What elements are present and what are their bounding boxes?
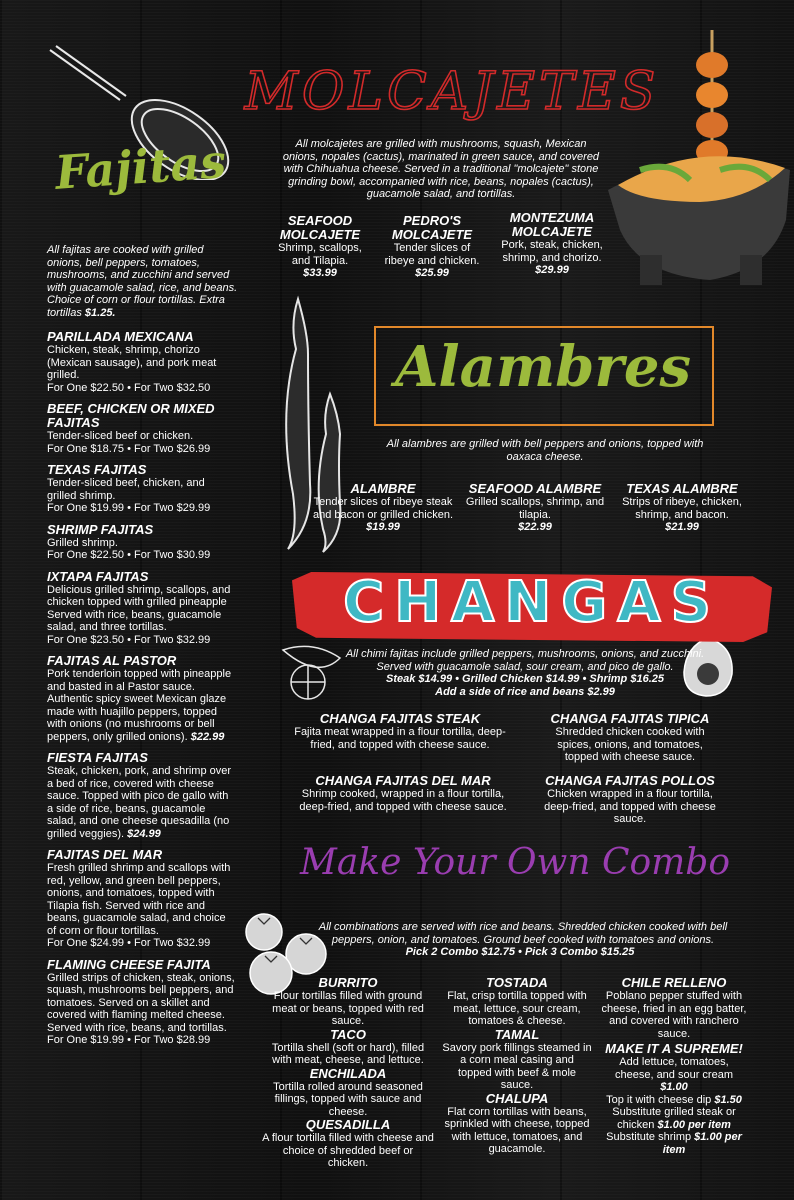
- menu-item: [272, 214, 368, 280]
- item-name: FAJITAS DEL MAR: [47, 847, 163, 862]
- item-name: ENCHILADA: [309, 1065, 387, 1081]
- fajitas-list: [47, 330, 237, 1047]
- menu-item: [312, 482, 454, 534]
- supreme-option: Top it with cheese dip: [606, 1093, 712, 1106]
- item-name: CHANGA FAJITAS STEAK: [319, 711, 481, 726]
- alambres-intro: All alambres are grilled with bell peppers and onions, topped with oaxaca cheese.: [386, 438, 704, 463]
- item-desc: Tender slices of ribeye steak and bacon or grilled chicken.: [312, 496, 454, 521]
- item-name: CHANGA FAJITAS POLLOS: [545, 773, 715, 788]
- menu-item: [47, 848, 237, 950]
- menu-item: [47, 570, 237, 647]
- item-name: SEAFOOD ALAMBRE: [468, 481, 602, 496]
- alambres-title: Alambres: [394, 334, 692, 400]
- item-price: For One $23.50 • For Two $32.99: [47, 633, 211, 646]
- item-name: TEXAS ALAMBRE: [626, 481, 738, 496]
- item-desc: Poblano pepper stuffed with cheese, fried in an egg batter, and covered with ranchero sauce.: [601, 990, 747, 1040]
- menu-item: [290, 774, 516, 813]
- item-name: ALAMBRE: [350, 481, 416, 496]
- item-desc: Shredded chicken cooked with spices, onions, and tomatoes, topped with cheese sauce.: [555, 726, 705, 763]
- menu-item: [47, 654, 237, 743]
- menu-item: [47, 523, 237, 562]
- molcajetes-intro: All molcajetes are grilled with mushrooms, squash, Mexican onions, nopales (cactus), marinated in green sauce, and covered with Chihuahua cheese. Served in a traditional "molcajete" stone grinding bowl, accompanied with rice, beans, nopales (cactus), guacamole salad, and tortillas.: [282, 138, 600, 200]
- combo-picks: Pick 2 Combo $12.75 • Pick 3 Combo $15.25: [405, 946, 635, 958]
- item-name: SEAFOOD: [287, 213, 353, 228]
- item-desc: Tortilla shell (soft or hard), filled with meat, cheese, and lettuce.: [271, 1041, 425, 1066]
- supreme-price: $1.50: [714, 1093, 742, 1106]
- menu-item: [47, 751, 237, 840]
- item-price: For One $24.99 • For Two $32.99: [47, 937, 211, 949]
- item-name: IXTAPA FAJITAS: [47, 568, 149, 584]
- item-desc: Grilled strips of chicken, steak, onions, squash, mushrooms bell peppers, and tomatoes. Served on a skillet and covered with flaming melted cheese. Served with rice, beans, and tortillas.: [47, 971, 235, 1034]
- menu-item: [616, 482, 748, 534]
- item-price: $29.99: [535, 264, 569, 276]
- changas-prices: Steak $14.99 • Grilled Chicken $14.99 • Shrimp $16.25: [386, 673, 664, 685]
- menu-item: [47, 463, 237, 515]
- changas-side: Add a side of rice and beans $2.99: [435, 686, 615, 698]
- item-name: PEDRO'S: [403, 213, 461, 228]
- item-desc: Flour tortillas filled with ground meat or beans, topped with red sauce.: [272, 990, 424, 1027]
- combo-column-1: [262, 976, 434, 1170]
- menu-item: [496, 211, 608, 277]
- item-desc: Grilled scallops, shrimp, and tilapia.: [465, 496, 605, 521]
- item-name: FLAMING CHEESE FAJITA: [47, 956, 211, 972]
- menu-item: [536, 774, 724, 826]
- item-name: FAJITAS AL PASTOR: [47, 653, 177, 668]
- changas-intro: All chimi fajitas include grilled peppers, mushrooms, onions, and zucchini. Served with guacamole salad, sour cream, and pico de gallo.: [345, 648, 705, 673]
- item-price: $19.99: [366, 521, 400, 533]
- supreme-option: Add lettuce, tomatoes, cheese, and sour cream: [614, 1056, 733, 1081]
- item-desc: Steak, chicken, pork, and shrimp over a bed of rice, covered with cheese sauce. Topped with pico de gallo with a side of rice, beans, guacamole salad, and one cheese quesadilla (no grilled veggies).: [47, 765, 232, 840]
- item-price: For One $22.50 • For Two $30.99: [47, 549, 211, 561]
- item-name: MOLCAJETE: [279, 227, 361, 242]
- supreme-option: Substitute shrimp: [606, 1131, 692, 1143]
- item-name: QUESADILLA: [305, 1117, 391, 1132]
- item-desc: Tender slices of ribeye and chicken.: [384, 242, 480, 267]
- item-desc: Shrimp, scallops, and Tilapia.: [278, 242, 362, 267]
- item-price: For One $19.99 • For Two $28.99: [47, 1034, 211, 1046]
- item-desc: Pork, steak, chicken, shrimp, and chorizo.: [501, 239, 603, 264]
- menu-item: [380, 214, 484, 280]
- item-price: For One $22.50 • For Two $32.50: [47, 381, 211, 394]
- item-desc: Chicken, steak, shrimp, chorizo (Mexican sausage), and pork meat grilled.: [47, 344, 217, 381]
- item-price: $25.99: [415, 267, 449, 279]
- item-desc: Tender-sliced beef, chicken, and grilled shrimp.: [47, 477, 205, 502]
- combo-column-2: [442, 976, 592, 1156]
- combo-column-3: [600, 976, 748, 1156]
- item-name: CHILE RELLENO: [621, 975, 727, 990]
- menu-item: [464, 482, 606, 534]
- item-desc: Grilled shrimp.: [47, 536, 118, 549]
- item-desc: Delicious grilled shrimp, scallops, and chicken topped with grilled pineapple Served with rice, beans, guacamole salad, and three tortillas.: [47, 583, 231, 633]
- item-name: FIESTA FAJITAS: [47, 750, 148, 765]
- item-desc: Flat, crisp tortilla topped with meat, lettuce, sour cream, tomatoes & cheese.: [447, 990, 587, 1027]
- item-name: MOLCAJETE: [511, 224, 593, 239]
- item-name: PARILLADA MEXICANA: [47, 329, 194, 344]
- item-name: CHALUPA: [485, 1090, 549, 1106]
- fajitas-intro-text: All fajitas are cooked with grilled onions, bell peppers, tomatoes, mushrooms, and zucchini and served with guacamole salad, rice, and beans. Choice of corn or flour tortillas. Extra tortillas: [47, 244, 238, 319]
- supreme-price: $1.00: [660, 1081, 688, 1093]
- item-desc: A flour tortilla filled with cheese and choice of shredded beef or chicken.: [262, 1132, 434, 1169]
- item-price: $22.99: [190, 730, 225, 743]
- fajitas-intro: [47, 244, 242, 319]
- item-name: TEXAS FAJITAS: [47, 462, 147, 477]
- item-desc: Savory pork fillings steamed in a corn meal casing and topped with beef & mole sauce.: [442, 1041, 592, 1091]
- item-desc: Chicken wrapped in a flour tortilla, deep-fried, and topped with cheese sauce.: [544, 788, 716, 825]
- item-price: $33.99: [303, 267, 337, 279]
- item-desc: Tortilla rolled around seasoned fillings, topped with sauce and cheese.: [273, 1080, 423, 1118]
- item-name: BURRITO: [318, 975, 378, 990]
- item-name: MONTEZUMA: [509, 210, 595, 225]
- item-desc: Flat corn tortillas with beans, sprinkled with cheese, topped with lettuce, tomatoes, and guacamole.: [444, 1105, 590, 1155]
- menu-item: [294, 712, 506, 751]
- item-name: TACO: [330, 1026, 366, 1042]
- item-desc: Fresh grilled shrimp and scallops with red, yellow, and green bell peppers, onions, and tomatoes, topped with Tilapia fish. Served with rice and beans, guacamole salad, and choice of corn or flour tortillas.: [47, 862, 231, 937]
- item-price: For One $18.75 • For Two $26.99: [47, 442, 211, 455]
- item-name: TOSTADA: [486, 975, 548, 990]
- item-price: $21.99: [665, 521, 699, 533]
- supreme-heading: MAKE IT A SUPREME!: [605, 1041, 743, 1056]
- molcajetes-title: MOLCAJETES: [244, 62, 660, 122]
- item-desc: Shrimp cooked, wrapped in a flour tortilla, deep-fried, and topped with cheese sauce.: [299, 788, 507, 813]
- menu-item: [47, 330, 237, 394]
- item-desc: Fajita meat wrapped in a flour tortilla, deep-fried, and topped with cheese sauce.: [294, 726, 506, 751]
- item-price: $22.99: [518, 521, 552, 533]
- menu-item: [47, 958, 237, 1047]
- fajitas-title: Fajitas: [53, 134, 228, 200]
- item-name: BEEF, CHICKEN OR MIXED FAJITAS: [47, 401, 215, 430]
- item-desc: Tender-sliced beef or chicken.: [47, 430, 194, 442]
- item-price: For One $19.99 • For Two $29.99: [47, 502, 211, 514]
- item-name: SHRIMP FAJITAS: [47, 521, 154, 537]
- menu-item: [540, 712, 720, 764]
- item-name: TAMAL: [494, 1026, 540, 1042]
- combo-intro: All combinations are served with rice and beans. Shredded chicken cooked with bell peppers, onion, and tomatoes. Ground beef cooked with tomatoes and onions.: [318, 921, 728, 946]
- supreme-option: Substitute grilled steak or chicken: [612, 1106, 736, 1131]
- item-price: $24.99: [127, 827, 161, 840]
- fajitas-intro-price: $1.25.: [84, 306, 116, 319]
- item-desc: Strips of ribeye, chicken, shrimp, and bacon.: [622, 496, 742, 521]
- item-desc: Pork tenderloin topped with pineapple and basted in al Pastor sauce. Authentic spicy sweet Mexican glaze made with huajillo peppers, topped with onions (no mushrooms or bell peppers, only grilled onions).: [47, 668, 232, 743]
- item-name: CHANGA FAJITAS TIPICA: [550, 711, 710, 726]
- supreme-price: $1.00 per item: [662, 1131, 742, 1156]
- item-name: CHANGA FAJITAS DEL MAR: [315, 773, 491, 788]
- combo-title: Make Your Own Combo: [299, 842, 731, 883]
- changas-title: CHANGAS: [343, 570, 721, 635]
- item-name: MOLCAJETE: [391, 227, 473, 242]
- supreme-price: $1.00 per item: [657, 1118, 731, 1131]
- menu-item: [47, 402, 237, 455]
